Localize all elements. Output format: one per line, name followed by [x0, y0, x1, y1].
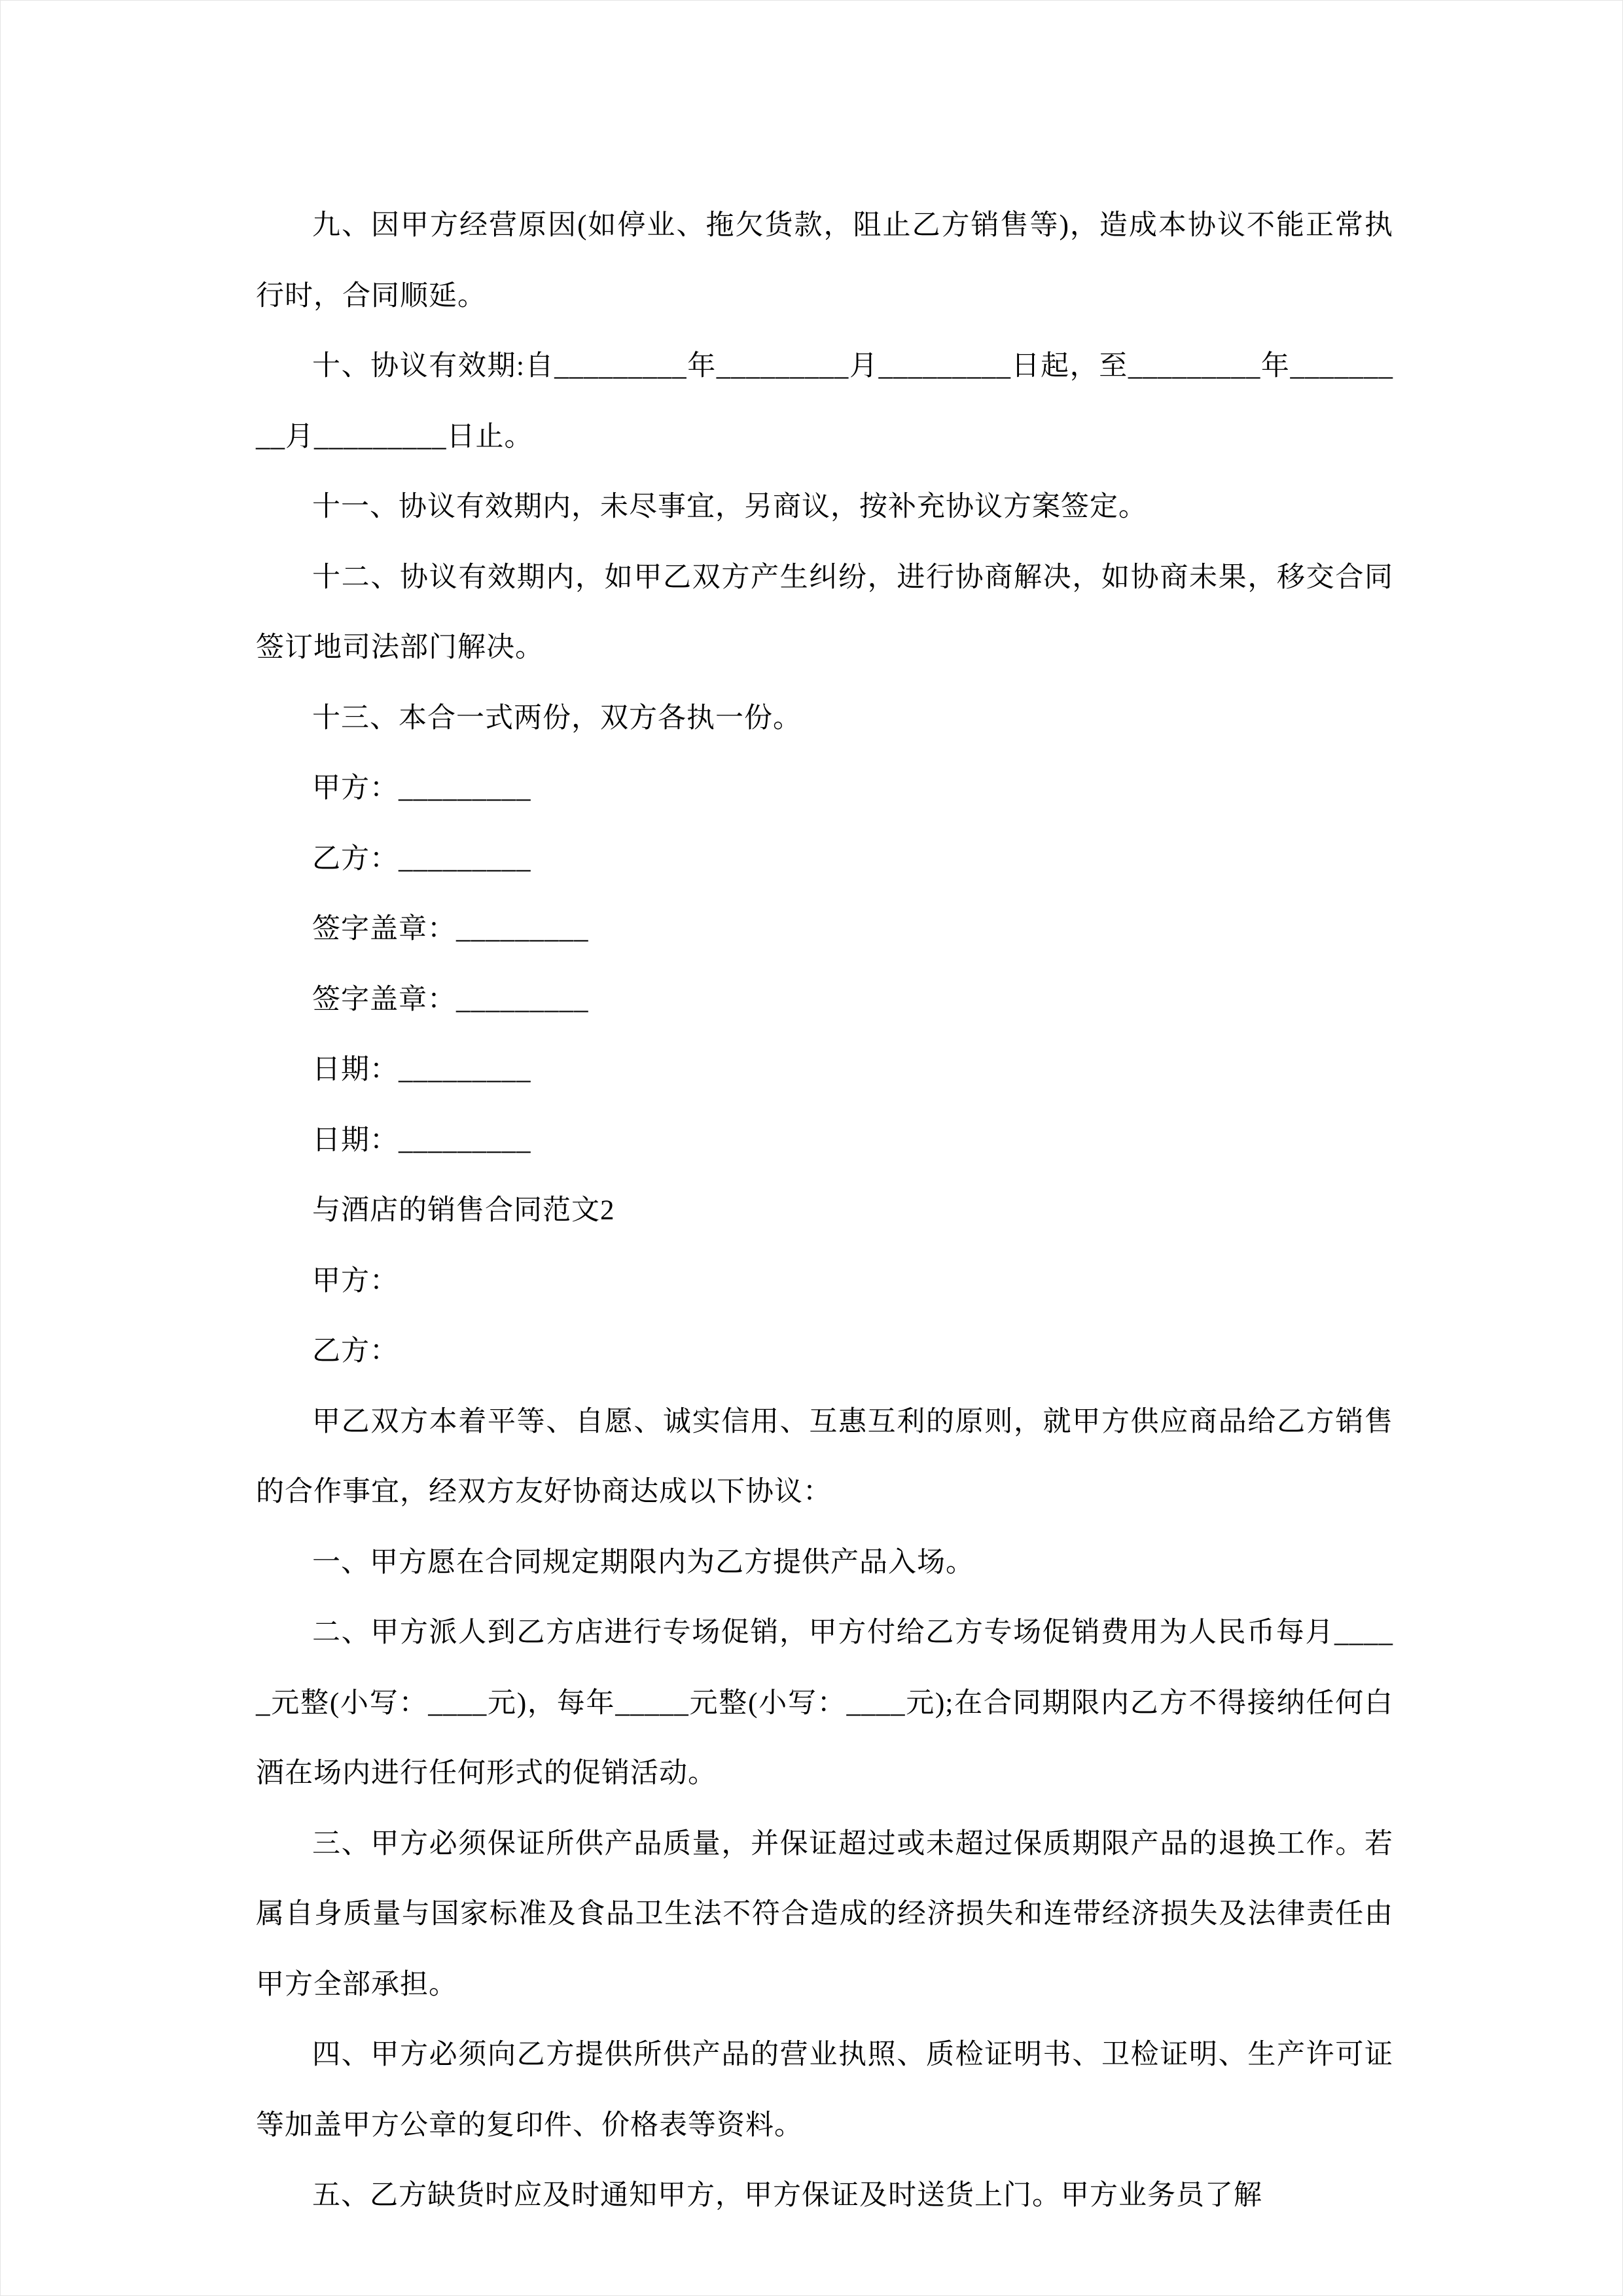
party-b-blank-line: 乙方：_________ [312, 843, 531, 874]
party-a-blank-line: 甲方：_________ [312, 773, 531, 804]
clause-one: 一、甲方愿在合同规定期限内为乙方提供产品入场。 [312, 1547, 974, 1578]
clause-eleven: 十一、协议有效期内，未尽事宜，另商议，按补充协议方案签定。 [312, 492, 1147, 522]
clause-five-partial: 五、乙方缺货时应及时通知甲方，甲方保证及时送货上门。甲方业务员了解 [312, 2180, 1262, 2211]
party-a-label: 甲方： [312, 1265, 399, 1297]
signature-seal-blank-2: 签字盖章：_________ [312, 984, 589, 1015]
signature-seal-blank-1: 签字盖章：_________ [312, 914, 589, 944]
clause-nine: 九、因甲方经营原因(如停业、拖欠货款，阻止乙方销售等)，造成本协议不能正常执行时，合同顺延。 [256, 210, 1393, 312]
clause-twelve: 十二、协议有效期内，如甲乙双方产生纠纷，进行协商解决，如协商未果，移交合同签订地司法部门解决。 [256, 562, 1393, 663]
date-blank-2: 日期：_________ [312, 1124, 531, 1156]
clause-ten-validity-period: 十、协议有效期:自_________年_________月_________日起，至_________年_________月_________日止。 [256, 351, 1393, 452]
section-title-sample-2: 与酒店的销售合同范文2 [312, 1195, 615, 1226]
party-b-label: 乙方： [312, 1336, 399, 1367]
clause-three: 三、甲方必须保证所供产品质量，并保证超过或未超过保质期限产品的退换工作。若属自身质量与国家标准及食品卫生法不符合造成的经济损失和连带经济损失及法律责任由甲方全部承担。 [256, 1828, 1393, 2000]
clause-two: 二、甲方派人到乙方店进行专场促销，甲方付给乙方专场促销费用为人民币每月_____元整(小写：____元)，每年_____元整(小写：____元);在合同期限内乙方不得接纳任何白酒在场内进行任何形式的促销活动。 [256, 1617, 1393, 1789]
clause-four: 四、甲方必须向乙方提供所供产品的营业执照、质检证明书、卫检证明、生产许可证等加盖甲方公章的复印件、价格表等资料。 [256, 2039, 1393, 2141]
preamble-paragraph: 甲乙双方本着平等、自愿、诚实信用、互惠互利的原则，就甲方供应商品给乙方销售的合作事宜，经双方友好协商达成以下协议： [256, 1406, 1393, 1507]
date-blank-1: 日期：_________ [312, 1054, 531, 1085]
clause-thirteen: 十三、本合一式两份，双方各执一份。 [312, 702, 802, 734]
document-body [256, 190, 1393, 2231]
